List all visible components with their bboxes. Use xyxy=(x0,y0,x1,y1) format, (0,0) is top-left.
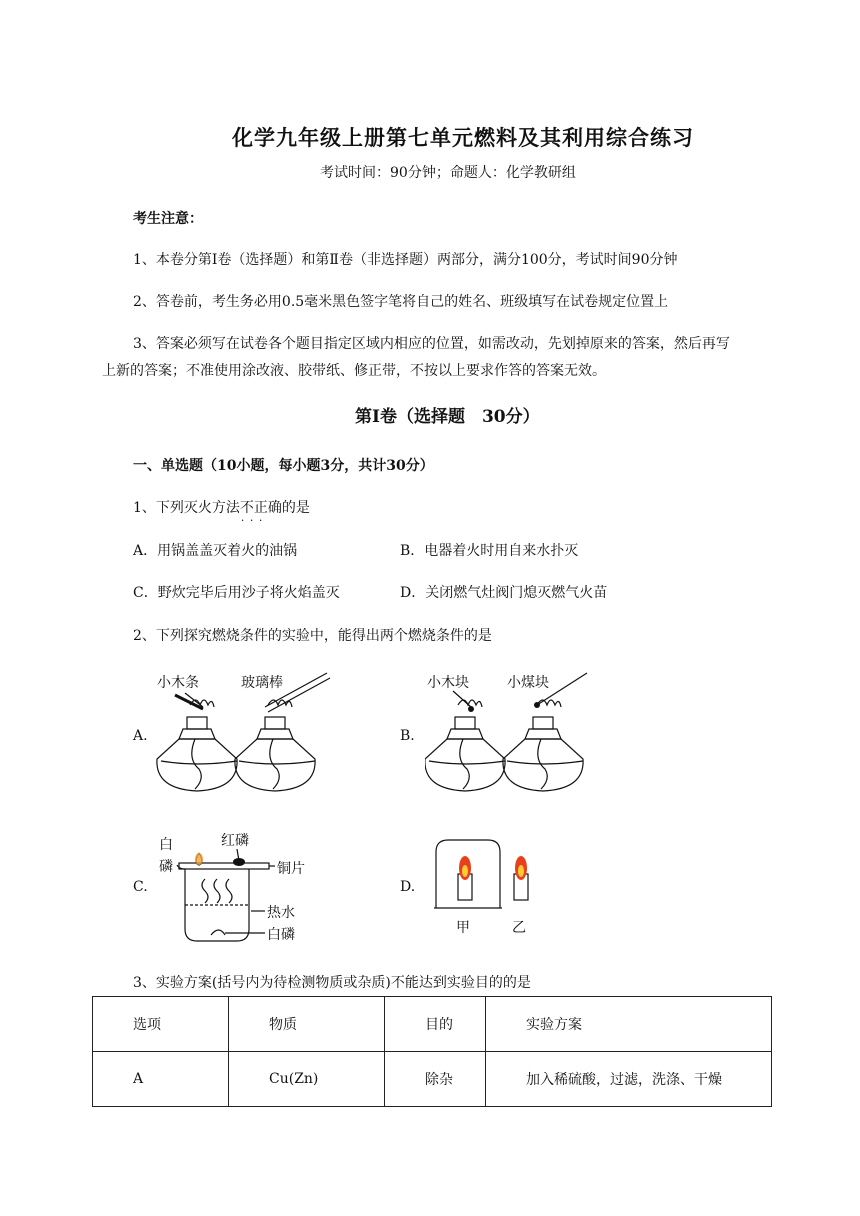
fig-b-label-wood-block: 小木块 xyxy=(427,675,469,691)
fig-d-label-jia: 甲 xyxy=(456,920,470,936)
q1-option-b[interactable]: B．电器着火时用自来水扑灭 xyxy=(400,543,579,559)
q1-stem-suffix: 的是 xyxy=(281,500,310,516)
fig-a-label-wood-stick: 小木条 xyxy=(157,675,199,691)
notice-item-1: 1、本卷分第Ⅰ卷（选择题）和第Ⅱ卷（非选择题）两部分，满分100分，考试时间90分钟 xyxy=(133,252,678,268)
table-cell-purpose-text: 除杂 xyxy=(425,1072,453,1088)
table-header-purpose xyxy=(385,997,486,1052)
table-row xyxy=(93,1052,772,1107)
fig-c-label-hot-water: 热水 xyxy=(267,905,295,921)
table-header-row xyxy=(93,997,772,1052)
section-title: 第Ⅰ卷（选择题 30分） xyxy=(355,407,540,427)
q2-option-b-letter[interactable]: B. xyxy=(400,728,415,744)
page-title: 化学九年级上册第七单元燃料及其利用综合练习 xyxy=(232,125,694,150)
figure-d-candles xyxy=(430,838,540,938)
fig-c-label-white-2: 磷 xyxy=(159,859,173,875)
notice-item-2: 2、答卷前，考生务必用0.5毫米黑色签字笔将自己的姓名、班级填写在试卷规定位置上 xyxy=(133,294,669,310)
q3-stem: 3、实验方案(括号内为待检测物质或杂质)不能达到实验目的的是 xyxy=(133,975,531,991)
fig-d-label-yi: 乙 xyxy=(512,920,526,936)
q1-option-a[interactable]: A．用锅盖盖灭着火的油锅 xyxy=(133,543,298,559)
q1-stem xyxy=(133,497,310,517)
notice-item-3: 3、答案必须写在试卷各个题目指定区域内相应的位置，如需改动，先划掉原来的答案，然后再写 xyxy=(133,336,730,352)
table-header-substance-text: 物质 xyxy=(269,1017,297,1033)
q2-option-d-letter[interactable]: D. xyxy=(400,879,416,895)
table-header-option: 选项 xyxy=(93,997,229,1052)
notice-item-3-cont: 上新的答案；不准使用涂改液、胶带纸、修正带，不按以上要求作答的答案无效。 xyxy=(102,363,606,379)
fig-c-label-white-1: 白 xyxy=(159,837,173,853)
fig-c-label-white-bottom: 白磷 xyxy=(267,927,295,943)
fig-c-label-red-phosphorus: 红磷 xyxy=(221,833,249,849)
fig-a-label-glass-rod: 玻璃棒 xyxy=(241,675,283,691)
table-header-purpose-text: 目的 xyxy=(425,1017,453,1033)
exam-info: 考试时间：90分钟；命题人：化学教研组 xyxy=(320,165,576,181)
q1-stem-emphasis: 不正确 · · · xyxy=(240,500,282,516)
figure-c-beaker-copper xyxy=(155,825,335,950)
q3-table xyxy=(92,996,772,1107)
fig-c-label-copper: 铜片 xyxy=(277,861,305,877)
table-cell-plan xyxy=(486,1052,772,1107)
table-cell-option: A xyxy=(93,1052,229,1107)
table-cell-substance xyxy=(229,1052,385,1107)
q1-option-d[interactable]: D．关闭燃气灶阀门熄灭燃气火苗 xyxy=(400,585,608,601)
table-header-substance xyxy=(229,997,385,1052)
q2-option-a-letter[interactable]: A. xyxy=(133,728,148,744)
table-header-plan xyxy=(486,997,772,1052)
q2-stem: 2、下列探究燃烧条件的实验中，能得出两个燃烧条件的是 xyxy=(133,628,492,644)
part-heading: 一、单选题（10小题，每小题3分，共计30分） xyxy=(133,458,434,474)
figure-b-alcohol-lamps xyxy=(425,665,615,805)
table-header-plan-text: 实验方案 xyxy=(526,1017,582,1033)
notice-heading: 考生注意： xyxy=(133,211,203,227)
table-cell-plan-text: 加入稀硫酸，过滤，洗涤、干燥 xyxy=(526,1072,722,1088)
fig-b-label-coal-block: 小煤块 xyxy=(507,675,549,691)
figure-a-alcohol-lamps xyxy=(155,665,345,805)
table-cell-substance-text: Cu(Zn) xyxy=(269,1071,319,1087)
q1-stem-prefix: 1、下列灭火方法 xyxy=(133,500,240,516)
q2-option-c-letter[interactable]: C. xyxy=(133,879,148,895)
q1-option-c[interactable]: C．野炊完毕后用沙子将火焰盖灭 xyxy=(133,585,340,601)
table-cell-purpose xyxy=(385,1052,486,1107)
